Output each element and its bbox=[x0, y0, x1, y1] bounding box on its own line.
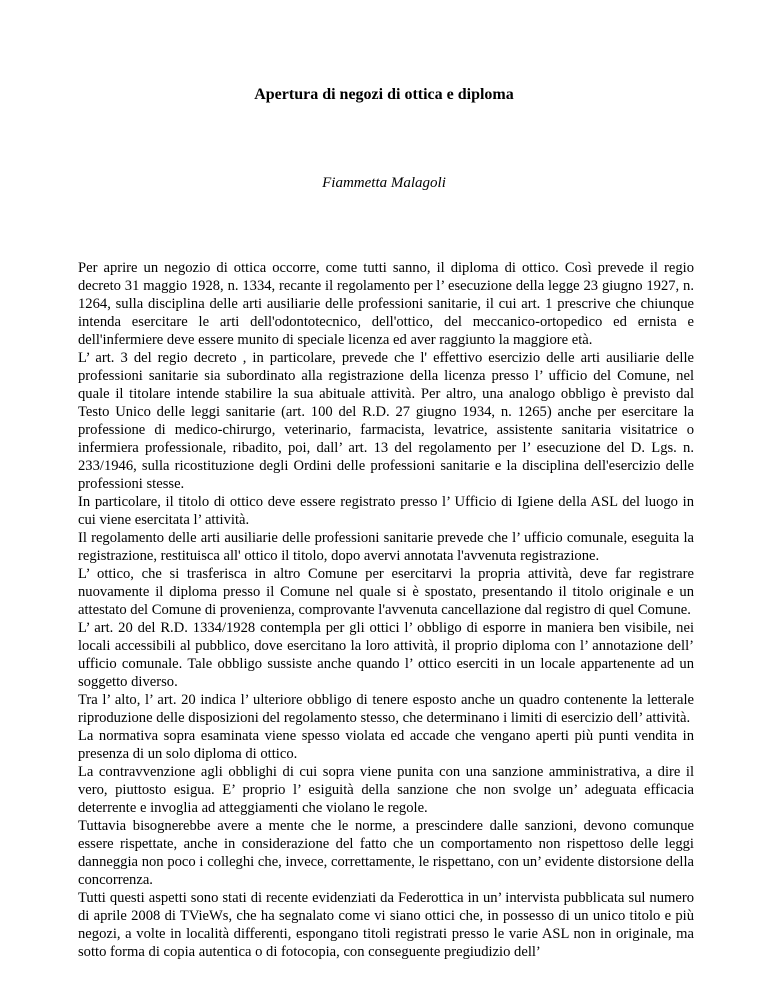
paragraph: La contravvenzione agli obblighi di cui sopra viene punita con una sanzione amministrativa, a dire il vero, piuttosto esigua. E’ proprio l’ esiguità della sanzione che non svolge un’ adeguata efficacia deterrente e invoglia ad atteggiamenti che violano le regole. bbox=[78, 764, 694, 816]
paragraph: Il regolamento delle arti ausiliarie delle professioni sanitarie prevede che l’ ufficio comunale, eseguita la registrazione, restituisca all' ottico il titolo, dopo avervi annotata l'avvenuta registrazione. bbox=[78, 530, 694, 564]
paragraph: L’ art. 20 del R.D. 1334/1928 contempla per gli ottici l’ obbligo di esporre in maniera ben visibile, nei locali accessibili al pubblico, dove esercitano la loro attività, il proprio diploma con l’ annotazione dell’ ufficio comunale. Tale obbligo sussiste anche quando l’ ottico eserciti in un locale appartenente ad un soggetto diverso. bbox=[78, 620, 694, 690]
paragraph: Tuttavia bisognerebbe avere a mente che le norme, a prescindere dalle sanzioni, devono comunque essere rispettate, anche in considerazione del fatto che un comportamento non rispettoso delle leggi danneggia non poco i colleghi che, invece, correttamente, le rispettano, con un’ evidente distorsione della concorrenza. bbox=[78, 818, 694, 888]
paragraph: In particolare, il titolo di ottico deve essere registrato presso l’ Ufficio di Igiene della ASL del luogo in cui viene esercitata l’ attività. bbox=[78, 494, 694, 528]
paragraph: Tra l’ alto, l’ art. 20 indica l’ ulteriore obbligo di tenere esposto anche un quadro contenente la letterale riproduzione delle disposizioni del regolamento stesso, che determinano i limiti di esercizio dell’ attività. bbox=[78, 692, 694, 726]
document-body bbox=[78, 259, 694, 961]
paragraph: Tutti questi aspetti sono stati di recente evidenziati da Federottica in un’ intervista pubblicata sul numero di aprile 2008 di TVieWs, che ha segnalato come vi siano ottici che, in possesso di un unico titolo e più negozi, a volte in località differenti, espongano titoli registrati presso le varie ASL non in originale, ma sotto forma di copia autentica o di fotocopia, con conseguente pregiudizio dell’ bbox=[78, 890, 694, 960]
paragraph: L’ ottico, che si trasferisca in altro Comune per esercitarvi la propria attività, deve far registrare nuovamente il diploma presso il Comune nel quale si è spostato, presentando il titolo originale e un attestato del Comune di provenienza, comprovante l'avvenuta cancellazione dal registro di quel Comune. bbox=[78, 566, 694, 618]
paragraph: La normativa sopra esaminata viene spesso violata ed accade che vengano aperti più punti vendita in presenza di un solo diploma di ottico. bbox=[78, 728, 694, 762]
paragraph: Per aprire un negozio di ottica occorre, come tutti sanno, il diploma di ottico. Così prevede il regio decreto 31 maggio 1928, n. 1334, recante il regolamento per l’ esecuzione della legge 23 giugno 1927, n. 1264, sulla disciplina delle arti ausiliarie delle professioni sanitarie, il cui art. 1 prescrive che chiunque intenda esercitare le arti dell'odontotecnico, dell'ottico, del meccanico-ortopedico ed ernista e dell'infermiere deve essere munito di speciale licenza ed aver raggiunto la maggiore età. bbox=[78, 260, 694, 348]
paragraph: L’ art. 3 del regio decreto , in particolare, prevede che l' effettivo esercizio delle arti ausiliarie delle professioni sanitarie sia subordinato alla registrazione della licenza presso l’ ufficio del Comune, nel quale il titolare intende stabilire la sua abituale attività. Per altro, una analogo obbligo è previsto dal Testo Unico delle leggi sanitarie (art. 100 del R.D. 27 giugno 1934, n. 1265) anche per esercitare la professione di medico-chirurgo, veterinario, farmacista, levatrice, assistente sanitaria visitatrice o infermiera professionale, ribadito, poi, dall’ art. 13 del regolamento per l’ esecuzione del D. Lgs. n. 233/1946, sulla ricostituzione degli Ordini delle professioni sanitarie e la disciplina dell'esercizio delle professioni stesse. bbox=[78, 350, 694, 492]
document-author: Fiammetta Malagoli bbox=[322, 175, 446, 191]
document-title: Apertura di negozi di ottica e diploma bbox=[254, 86, 514, 103]
